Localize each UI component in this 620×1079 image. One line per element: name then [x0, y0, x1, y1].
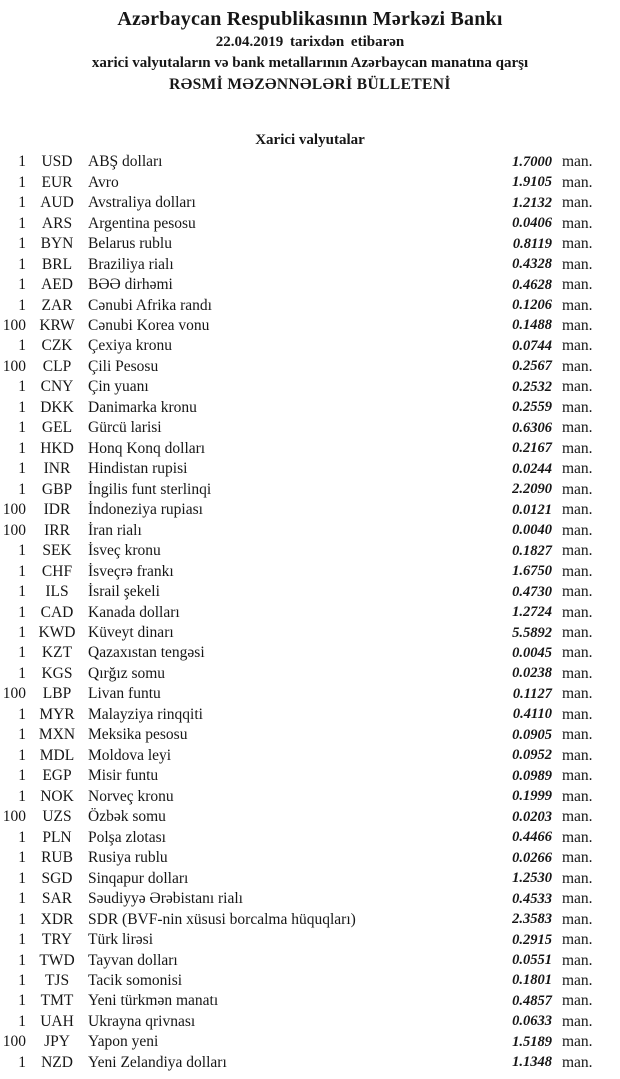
quantity-cell: 1 — [18, 398, 26, 416]
currency-code-cell: DKK — [40, 398, 74, 416]
currency-name-cell: Argentina pesosu — [88, 214, 196, 232]
table-row — [0, 787, 620, 807]
rate-cell: 1.2724 — [512, 604, 552, 621]
unit-cell: man. — [562, 931, 593, 949]
rate-cell: 0.0203 — [512, 808, 552, 825]
currency-code-cell: BYN — [40, 235, 74, 253]
table-row — [0, 746, 620, 766]
quantity-cell: 1 — [18, 664, 26, 682]
table-row — [0, 213, 620, 233]
currency-name-cell: Yeni türkmən manatı — [88, 992, 219, 1010]
unit-cell: man. — [562, 1012, 593, 1030]
rate-cell: 0.4110 — [512, 706, 552, 723]
rate-cell: 0.0244 — [512, 460, 552, 477]
quantity-cell: 1 — [18, 931, 26, 949]
rate-cell: 2.2090 — [512, 481, 552, 498]
currency-name-cell: SDR (BVF-nin xüsusi borcalma hüquqları) — [88, 910, 356, 928]
currency-name-cell: İndoneziya rupiası — [88, 501, 203, 519]
effective-date-line: 22.04.2019 tarixdən etibarən — [215, 34, 405, 50]
table-row — [0, 439, 620, 459]
currency-code-cell: TMT — [40, 992, 74, 1010]
bulletin-title: RƏSMİ MƏZƏNNƏLƏRİ BÜLLETENİ — [169, 76, 451, 93]
rate-cell: 0.4533 — [512, 890, 552, 907]
currency-code-cell: CAD — [40, 603, 74, 621]
table-row — [0, 991, 620, 1011]
subtitle-line: xarici valyutaların və bank metallarının Azərbaycan manatına qarşı — [91, 55, 529, 71]
rate-cell: 2.3583 — [512, 911, 552, 928]
quantity-cell: 1 — [18, 869, 26, 887]
currency-code-cell: KZT — [41, 644, 73, 662]
currency-name-cell: Belarus rublu — [88, 235, 172, 253]
currency-code-cell: EUR — [41, 173, 73, 191]
rate-cell: 0.1999 — [512, 788, 552, 805]
currency-name-cell: Türk lirəsi — [88, 931, 153, 949]
unit-cell: man. — [562, 1033, 593, 1051]
table-row — [0, 500, 620, 520]
currency-name-cell: Qazaxıstan tengəsi — [88, 644, 205, 662]
quantity-cell: 100 — [2, 521, 26, 539]
currency-name-cell: Braziliya rialı — [88, 255, 174, 273]
currency-name-cell: Polşa zlotası — [88, 828, 166, 846]
quantity-cell: 1 — [18, 480, 26, 498]
quantity-cell: 1 — [18, 235, 26, 253]
rate-cell: 0.6306 — [512, 419, 552, 436]
currency-code-cell: ARS — [41, 214, 73, 232]
quantity-cell: 100 — [2, 357, 26, 375]
rate-cell: 0.0121 — [512, 501, 552, 518]
quantity-cell: 100 — [2, 1033, 26, 1051]
currency-code-cell: MDL — [39, 746, 75, 764]
rate-cell: 0.8119 — [512, 235, 552, 252]
currency-name-cell: Norveç kronu — [88, 787, 174, 805]
table-row — [0, 930, 620, 950]
unit-cell: man. — [562, 767, 593, 785]
unit-cell: man. — [562, 337, 593, 355]
currency-code-cell: TJS — [44, 971, 70, 989]
unit-cell: man. — [562, 624, 593, 642]
rate-cell: 1.6750 — [512, 563, 552, 580]
quantity-cell: 1 — [18, 562, 26, 580]
unit-cell: man. — [562, 726, 593, 744]
table-row — [0, 377, 620, 397]
quantity-cell: 1 — [18, 746, 26, 764]
quantity-cell: 1 — [18, 624, 26, 642]
table-row — [0, 234, 620, 254]
quantity-cell: 1 — [18, 705, 26, 723]
unit-cell: man. — [562, 828, 593, 846]
rate-cell: 1.1348 — [512, 1054, 552, 1071]
table-row — [0, 807, 620, 827]
unit-cell: man. — [562, 644, 593, 662]
currency-code-cell: CNY — [40, 378, 74, 396]
currency-code-cell: HKD — [40, 439, 74, 457]
table-row — [0, 398, 620, 418]
rate-cell: 0.0266 — [512, 849, 552, 866]
quantity-cell: 1 — [18, 337, 26, 355]
table-row — [0, 295, 620, 315]
unit-cell: man. — [562, 276, 593, 294]
currency-code-cell: USD — [41, 153, 73, 171]
rate-cell: 0.0238 — [512, 665, 552, 682]
table-row — [0, 725, 620, 745]
currency-code-cell: AED — [41, 276, 73, 294]
quantity-cell: 1 — [18, 767, 26, 785]
rate-cell: 0.0551 — [512, 952, 552, 969]
quantity-cell: 1 — [18, 542, 26, 560]
rate-cell: 0.4628 — [512, 276, 552, 293]
bulletin-page — [0, 6, 620, 1079]
currency-name-cell: Gürcü larisi — [88, 419, 162, 437]
unit-cell: man. — [562, 357, 593, 375]
unit-cell: man. — [562, 255, 593, 273]
currency-name-cell: Tayvan dolları — [88, 951, 178, 969]
currency-rates-table — [0, 152, 620, 1073]
rate-cell: 1.2132 — [512, 194, 552, 211]
table-row — [0, 705, 620, 725]
currency-name-cell: Yapon yeni — [88, 1033, 159, 1051]
currency-code-cell: UZS — [42, 808, 72, 826]
currency-name-cell: Ukrayna qrivnası — [88, 1012, 196, 1030]
unit-cell: man. — [562, 542, 593, 560]
rate-cell: 1.5189 — [512, 1033, 552, 1050]
currency-code-cell: AUD — [40, 194, 74, 212]
currency-code-cell: NZD — [41, 1053, 73, 1071]
quantity-cell: 1 — [18, 583, 26, 601]
currency-code-cell: CLP — [42, 357, 72, 375]
currency-name-cell: Çin yuanı — [88, 378, 149, 396]
quantity-cell: 1 — [18, 194, 26, 212]
table-row — [0, 1012, 620, 1032]
rate-cell: 0.4466 — [512, 829, 552, 846]
unit-cell: man. — [562, 603, 593, 621]
quantity-cell: 1 — [18, 951, 26, 969]
unit-cell: man. — [562, 971, 593, 989]
table-row — [0, 623, 620, 643]
quantity-cell: 1 — [18, 255, 26, 273]
currency-code-cell: KRW — [39, 316, 75, 334]
unit-cell: man. — [562, 664, 593, 682]
bank-name-title: Azərbaycan Respublikasının Mərkəzi Bankı — [117, 8, 503, 30]
table-row — [0, 152, 620, 172]
currency-name-cell: Küveyt dinarı — [88, 624, 174, 642]
section-title-foreign-currencies: Xarici valyutalar — [255, 132, 365, 148]
currency-name-cell: İsveçrə frankı — [88, 562, 174, 580]
rate-cell: 0.2167 — [512, 440, 552, 457]
currency-name-cell: Avro — [88, 173, 119, 191]
table-row — [0, 418, 620, 438]
unit-cell: man. — [562, 378, 593, 396]
unit-cell: man. — [562, 153, 593, 171]
currency-name-cell: Çexiya kronu — [88, 337, 172, 355]
currency-code-cell: ILS — [45, 583, 69, 601]
currency-code-cell: KGS — [41, 664, 73, 682]
currency-code-cell: CZK — [41, 337, 73, 355]
table-row — [0, 827, 620, 847]
unit-cell: man. — [562, 1053, 593, 1071]
unit-cell: man. — [562, 746, 593, 764]
rate-cell: 0.1801 — [512, 972, 552, 989]
rate-cell: 0.0406 — [512, 215, 552, 232]
table-row — [0, 275, 620, 295]
quantity-cell: 1 — [18, 1053, 26, 1071]
currency-name-cell: ABŞ dolları — [88, 153, 163, 171]
table-row — [0, 520, 620, 540]
unit-cell: man. — [562, 705, 593, 723]
currency-code-cell: SAR — [41, 890, 73, 908]
currency-code-cell: MXN — [38, 726, 76, 744]
currency-name-cell: Malayziya rinqqiti — [88, 705, 203, 723]
table-row — [0, 316, 620, 336]
currency-name-cell: Cənubi Afrika randı — [88, 296, 212, 314]
unit-cell: man. — [562, 460, 593, 478]
unit-cell: man. — [562, 521, 593, 539]
rate-cell: 1.7000 — [512, 153, 552, 170]
currency-code-cell: TWD — [39, 951, 75, 969]
table-row — [0, 357, 620, 377]
rate-cell: 0.0633 — [512, 1013, 552, 1030]
quantity-cell: 1 — [18, 439, 26, 457]
quantity-cell: 100 — [2, 808, 26, 826]
unit-cell: man. — [562, 439, 593, 457]
quantity-cell: 1 — [18, 173, 26, 191]
currency-code-cell: IDR — [43, 501, 71, 519]
table-row — [0, 541, 620, 561]
currency-name-cell: Misir funtu — [88, 767, 159, 785]
unit-cell: man. — [562, 194, 593, 212]
rate-cell: 1.9105 — [512, 174, 552, 191]
table-row — [0, 684, 620, 704]
unit-cell: man. — [562, 316, 593, 334]
rate-cell: 0.4730 — [512, 583, 552, 600]
currency-name-cell: İngilis funt sterlinqi — [88, 480, 212, 498]
quantity-cell: 100 — [2, 316, 26, 334]
currency-code-cell: SEK — [42, 542, 72, 560]
rate-cell: 0.2915 — [512, 931, 552, 948]
table-row — [0, 971, 620, 991]
quantity-cell: 1 — [18, 153, 26, 171]
unit-cell: man. — [562, 296, 593, 314]
rate-cell: 0.0952 — [512, 747, 552, 764]
currency-code-cell: SGD — [41, 869, 73, 887]
table-row — [0, 172, 620, 192]
unit-cell: man. — [562, 685, 593, 703]
currency-name-cell: Sinqapur dolları — [88, 869, 189, 887]
currency-code-cell: NOK — [40, 787, 74, 805]
rate-cell: 0.2567 — [512, 358, 552, 375]
table-row — [0, 561, 620, 581]
currency-name-cell: Avstraliya dolları — [88, 194, 196, 212]
rate-cell: 0.0744 — [512, 337, 552, 354]
quantity-cell: 100 — [2, 685, 26, 703]
table-row — [0, 950, 620, 970]
currency-name-cell: Özbək somu — [88, 808, 166, 826]
table-row — [0, 766, 620, 786]
quantity-cell: 1 — [18, 460, 26, 478]
currency-code-cell: ZAR — [41, 296, 73, 314]
table-row — [0, 193, 620, 213]
unit-cell: man. — [562, 419, 593, 437]
rate-cell: 0.4857 — [512, 992, 552, 1009]
rate-cell: 0.2559 — [512, 399, 552, 416]
currency-code-cell: RUB — [41, 849, 73, 867]
table-row — [0, 602, 620, 622]
bulletin-header — [0, 6, 620, 96]
quantity-cell: 1 — [18, 828, 26, 846]
unit-cell: man. — [562, 173, 593, 191]
currency-name-cell: BƏƏ dirhəmi — [88, 276, 173, 294]
table-row — [0, 889, 620, 909]
quantity-cell: 1 — [18, 1012, 26, 1030]
currency-code-cell: JPY — [44, 1033, 70, 1051]
quantity-cell: 1 — [18, 296, 26, 314]
rate-cell: 0.1827 — [512, 542, 552, 559]
currency-name-cell: Rusiya rublu — [88, 849, 168, 867]
currency-code-cell: TRY — [41, 931, 73, 949]
table-row — [0, 664, 620, 684]
currency-code-cell: KWD — [38, 624, 76, 642]
table-row — [0, 480, 620, 500]
rate-cell: 0.0045 — [512, 644, 552, 661]
unit-cell: man. — [562, 849, 593, 867]
rate-cell: 0.1488 — [512, 317, 552, 334]
currency-code-cell: GBP — [41, 480, 73, 498]
quantity-cell: 1 — [18, 890, 26, 908]
rate-cell: 5.5892 — [512, 624, 552, 641]
currency-name-cell: İsveç kronu — [88, 542, 161, 560]
currency-name-cell: İsrail şekeli — [88, 583, 160, 601]
unit-cell: man. — [562, 951, 593, 969]
quantity-cell: 1 — [18, 787, 26, 805]
rate-cell: 0.0989 — [512, 767, 552, 784]
table-row — [0, 868, 620, 888]
currency-name-cell: Çili Pesosu — [88, 357, 159, 375]
unit-cell: man. — [562, 910, 593, 928]
unit-cell: man. — [562, 214, 593, 232]
rate-cell: 0.0905 — [512, 726, 552, 743]
table-row — [0, 848, 620, 868]
quantity-cell: 100 — [2, 501, 26, 519]
currency-name-cell: Honq Konq dolları — [88, 439, 206, 457]
quantity-cell: 1 — [18, 910, 26, 928]
table-row — [0, 909, 620, 929]
currency-name-cell: Moldova leyi — [88, 746, 172, 764]
currency-name-cell: Kanada dolları — [88, 603, 180, 621]
rate-cell: 1.2530 — [512, 870, 552, 887]
unit-cell: man. — [562, 808, 593, 826]
table-row — [0, 254, 620, 274]
currency-name-cell: Səudiyyə Ərəbistanı rialı — [88, 890, 243, 908]
rate-cell: 0.1206 — [512, 297, 552, 314]
currency-name-cell: Hindistan rupisi — [88, 460, 188, 478]
unit-cell: man. — [562, 583, 593, 601]
currency-code-cell: UAH — [40, 1012, 74, 1030]
currency-code-cell: MYR — [39, 705, 75, 723]
unit-cell: man. — [562, 235, 593, 253]
quantity-cell: 1 — [18, 214, 26, 232]
currency-name-cell: Yeni Zelandiya dolları — [88, 1053, 227, 1071]
rate-cell: 0.1127 — [512, 685, 552, 702]
table-row — [0, 643, 620, 663]
rate-cell: 0.2532 — [512, 378, 552, 395]
quantity-cell: 1 — [18, 419, 26, 437]
currency-code-cell: CHF — [41, 562, 73, 580]
quantity-cell: 1 — [18, 726, 26, 744]
quantity-cell: 1 — [18, 992, 26, 1010]
unit-cell: man. — [562, 992, 593, 1010]
unit-cell: man. — [562, 398, 593, 416]
unit-cell: man. — [562, 869, 593, 887]
quantity-cell: 1 — [18, 603, 26, 621]
unit-cell: man. — [562, 480, 593, 498]
currency-code-cell: LBP — [42, 685, 72, 703]
table-row — [0, 459, 620, 479]
rate-cell: 0.4328 — [512, 256, 552, 273]
currency-name-cell: İran rialı — [88, 521, 142, 539]
currency-code-cell: GEL — [41, 419, 73, 437]
quantity-cell: 1 — [18, 378, 26, 396]
currency-code-cell: IRR — [44, 521, 70, 539]
currency-name-cell: Livan funtu — [88, 685, 161, 703]
currency-name-cell: Cənubi Korea vonu — [88, 316, 210, 334]
unit-cell: man. — [562, 787, 593, 805]
quantity-cell: 1 — [18, 971, 26, 989]
table-row — [0, 336, 620, 356]
currency-code-cell: BRL — [41, 255, 73, 273]
currency-name-cell: Danimarka kronu — [88, 398, 197, 416]
quantity-cell: 1 — [18, 276, 26, 294]
table-row — [0, 1053, 620, 1073]
currency-code-cell: PLN — [42, 828, 72, 846]
table-row — [0, 1032, 620, 1052]
currency-code-cell: XDR — [40, 910, 74, 928]
table-row — [0, 582, 620, 602]
currency-name-cell: Meksika pesosu — [88, 726, 188, 744]
currency-name-cell: Tacik somonisi — [88, 971, 183, 989]
rate-cell: 0.0040 — [512, 522, 552, 539]
currency-name-cell: Qırğız somu — [88, 664, 166, 682]
quantity-cell: 1 — [18, 644, 26, 662]
unit-cell: man. — [562, 501, 593, 519]
quantity-cell: 1 — [18, 849, 26, 867]
currency-code-cell: INR — [43, 460, 71, 478]
currency-code-cell: EGP — [42, 767, 72, 785]
unit-cell: man. — [562, 890, 593, 908]
unit-cell: man. — [562, 562, 593, 580]
